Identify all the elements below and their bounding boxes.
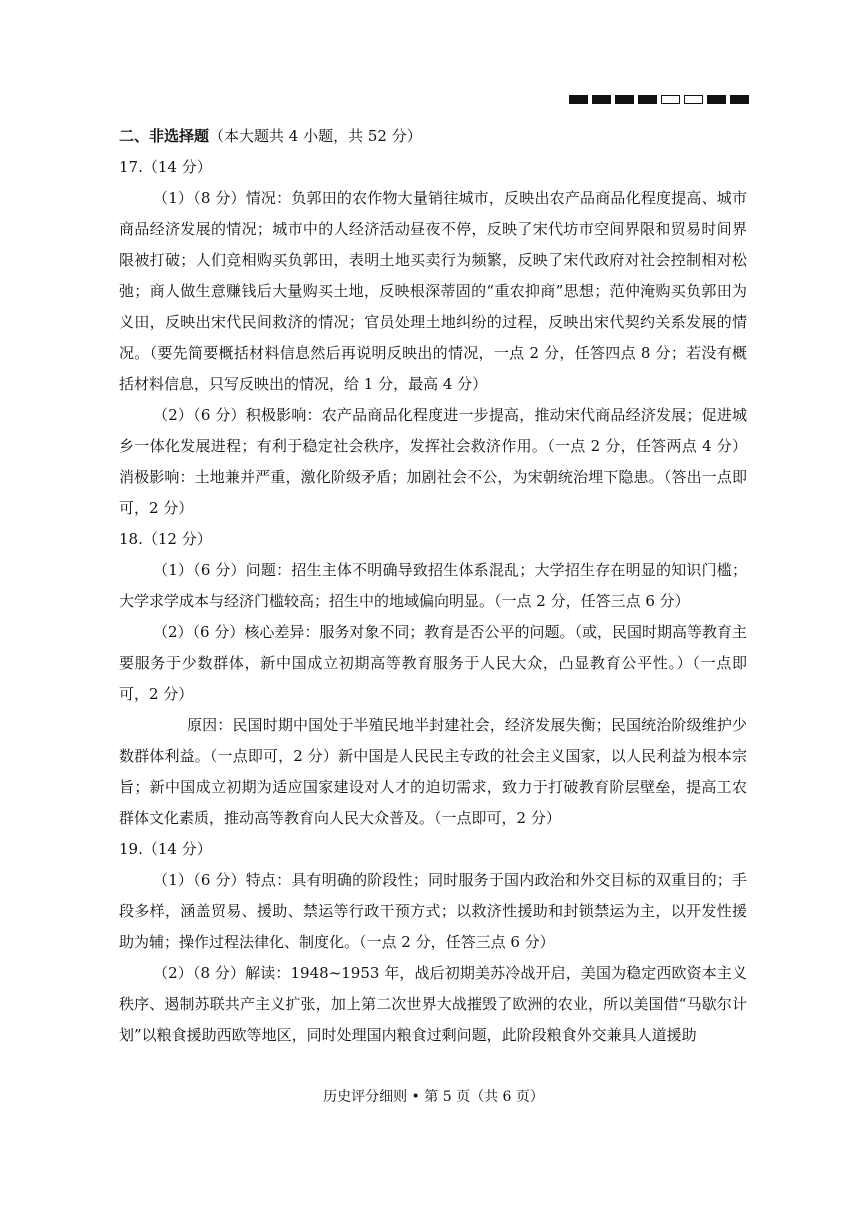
header-mark: [638, 95, 657, 104]
header-mark: [615, 95, 634, 104]
header-mark: [730, 95, 749, 104]
question-19-part-2: （2）（8 分）解读：1948~1953 年，战后初期美苏冷战开启，美国为稳定西欧资本主义秩序、遏制苏联共产主义扩张，加上第二次世界大战摧毁了欧洲的农业，所以美国借“马歇尔计划”以粮食援助西欧等地区，同时处理国内粮食过剩问题，此阶段粮食外交兼具人道援助: [119, 964, 747, 1044]
question-18-number: 18.（12 分）: [119, 530, 212, 548]
header-mark: [569, 95, 588, 104]
section-title-note: （本大题共 4 小题，共 52 分）: [209, 127, 422, 145]
header-mark: [684, 95, 703, 104]
question-17-part-1: （1）（8 分）情况：负郭田的农作物大量销往城市，反映出农产品商品化程度提高、城市商品经济发展的情况；城市中的人经济活动昼夜不停，反映了宋代坊市空间界限和贸易时间界限被打破；人们竞相购买负郭田，表明土地买卖行为频繁，反映了宋代政府对社会控制相对松弛；商人做生意赚钱后大量购买土地，反映根深蒂固的“重农抑商”思想；范仲淹购买负郭田为义田，反映出宋代民间救济的情况；官员处理土地纠纷的过程，反映出宋代契约关系发展的情况。（要先简要概括材料信息然后再说明反映出的情况，一点 2 分，任答四点 8 分；若没有概括材料信息，只写反映出的情况，给 1 分，最高 4 分）: [119, 189, 747, 393]
question-17-number: 17.（14 分）: [119, 158, 212, 176]
header-mark: [592, 95, 611, 104]
question-17-part-2: （2）（6 分）积极影响：农产品商品化程度进一步提高，推动宋代商品经济发展；促进城乡一体化发展进程；有利于稳定社会秩序，发挥社会救济作用。（一点 2 分，任答两点 4 分）消极影响：土地兼并严重，激化阶级矛盾；加剧社会不公，为宋朝统治埋下隐患。（答出一点即可，2 分）: [119, 406, 747, 517]
question-19-part-1: （1）（6 分）特点：具有明确的阶段性；同时服务于国内政治和外交目标的双重目的；手段多样，涵盖贸易、援助、禁运等行政干预方式；以救济性援助和封锁禁运为主，以开发性援助为辅；操作过程法律化、制度化。（一点 2 分，任答三点 6 分）: [119, 871, 747, 951]
section-title: [119, 121, 747, 152]
header-mark: [707, 95, 726, 104]
question-18-reason: 原因：民国时期中国处于半殖民地半封建社会，经济发展失衡；民国统治阶级维护少数群体利益。（一点即可，2 分）新中国是人民民主专政的社会主义国家，以人民利益为根本宗旨；新中国成立初期为适应国家建设对人才的迫切需求，致力于打破教育阶层壁垒，提高工农群体文化素质，推动高等教育向人民大众普及。（一点即可，2 分）: [119, 716, 747, 827]
header-mark: [661, 95, 680, 104]
page-content: [119, 121, 747, 1051]
section-title-text: 二、非选择题: [119, 127, 210, 145]
header-marks: [569, 95, 749, 107]
question-18-part-1: （1）（6 分）问题：招生主体不明确导致招生体系混乱；大学招生存在明显的知识门槛；大学求学成本与经济门槛较高；招生中的地域偏向明显。（一点 2 分，任答三点 6 分）: [119, 561, 747, 610]
question-18-part-2: （2）（6 分）核心差异：服务对象不同；教育是否公平的问题。（或，民国时期高等教育主要服务于少数群体，新中国成立初期高等教育服务于人民大众，凸显教育公平性。）（一点即可，2 分）: [119, 623, 747, 703]
question-19-number: 19.（14 分）: [119, 840, 212, 858]
page-footer: 历史评分细则 • 第 5 页（共 6 页）: [323, 1089, 544, 1105]
